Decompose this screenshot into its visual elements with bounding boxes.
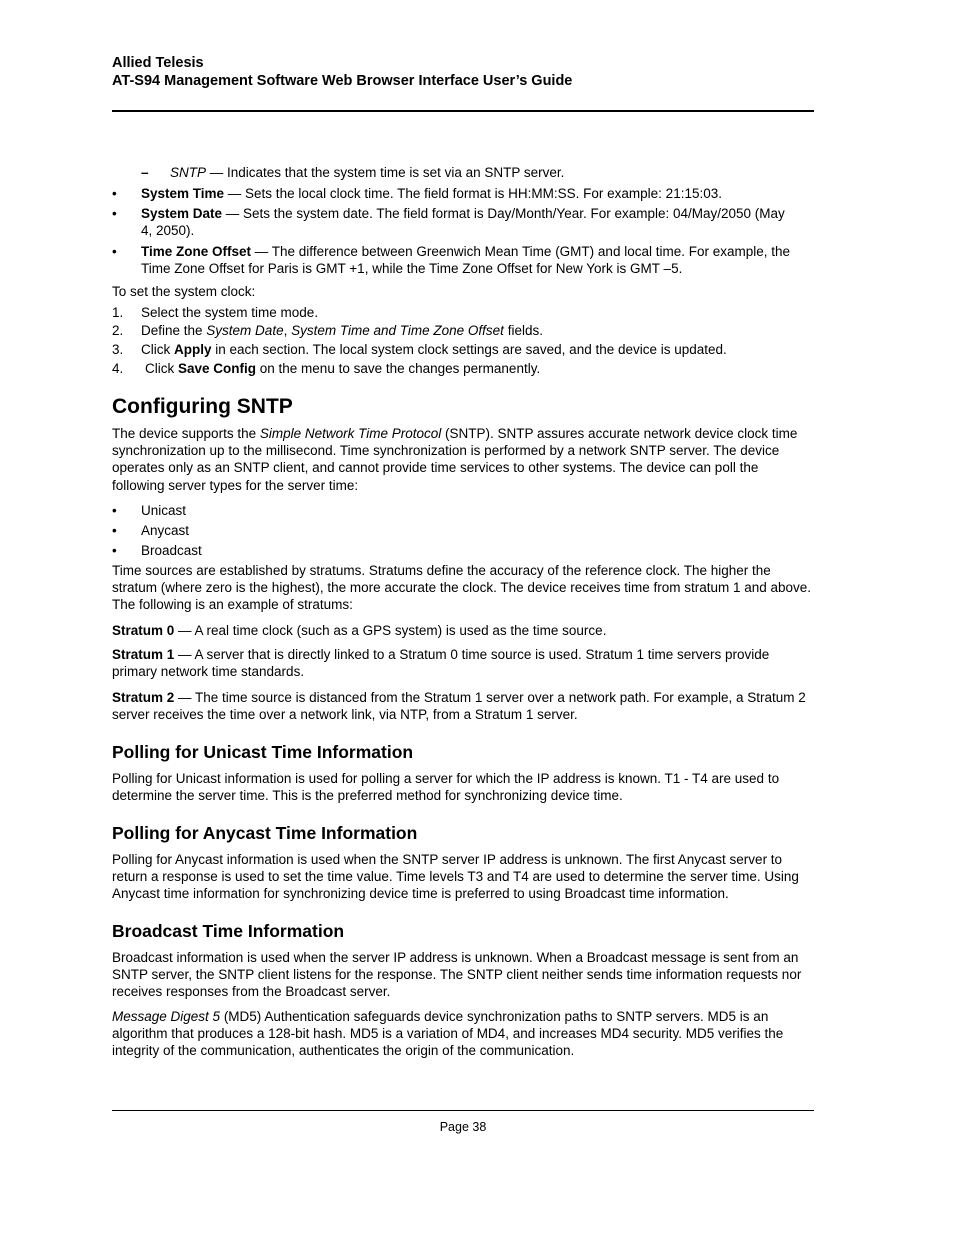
step-number: 1. <box>112 305 124 320</box>
time-zone-offset-item: Time Zone Offset — The difference between Greenwich Mean Time (GMT) and local time. For example, the Time Zone Offset for Paris is GMT +1, while the Time Zone Offset for New York is GMT –5. <box>141 244 791 277</box>
procedure-step-2: Define the System Date, System Time and Time Zone Offset fields. <box>141 323 543 338</box>
bullet: • <box>112 543 117 558</box>
md5-paragraph: Message Digest 5 (MD5) Authentication safeguards device synchronization paths to SNTP servers. MD5 is an algorithm that produces a 128-bit hash. MD5 is a variation of MD4, and increases MD4 security. MD5 verifies the integrity of the communication, authenticates the origin of the communication. <box>112 1009 784 1059</box>
footer-rule <box>112 1110 814 1111</box>
step-number: 2. <box>112 323 124 338</box>
step-number: 4. <box>112 361 124 376</box>
procedure-step-4: Click Save Config on the menu to save the changes permanently. <box>145 361 541 376</box>
stratum-1-paragraph: Stratum 1 — A server that is directly linked to a Stratum 0 time source is used. Stratum 1 time servers provide primary network time standards. <box>112 647 770 680</box>
sntp-intro-paragraph: The device supports the Simple Network Time Protocol (SNTP). SNTP assures accurate network device clock time synchronization up to the millisecond. Time synchronization is performed by a network SNTP server. The device operates only as an SNTP client, and cannot provide time services to other systems. The device can poll the following server types for the server time: <box>112 426 798 493</box>
bullet: • <box>112 244 117 259</box>
section-heading-broadcast: Broadcast Time Information <box>112 921 345 941</box>
dash-marker: – <box>141 165 149 180</box>
company-name: Allied Telesis <box>112 55 204 71</box>
procedure-intro: To set the system clock: <box>112 284 256 299</box>
bullet: • <box>112 186 117 201</box>
step-number: 3. <box>112 342 124 357</box>
page-number: Page 38 <box>439 1120 487 1134</box>
stratum-intro-paragraph: Time sources are established by stratums. Stratums define the accuracy of the reference clock. The higher the stratum (where zero is the highest), the more accurate the clock. The device receives time from stratum 1 and above. The following is an example of stratums: <box>112 563 812 613</box>
procedure-step-1: Select the system time mode. <box>141 305 319 320</box>
stratum-2-paragraph: Stratum 2 — The time source is distanced from the Stratum 1 server over a network path. For example, a Stratum 2 server receives the time over a network link, via NTP, from a Stratum 1 server. <box>112 690 806 723</box>
system-time-item: System Time — Sets the local clock time. The field format is HH:MM:SS. For example: 21:15:03. <box>141 186 722 201</box>
bullet: • <box>112 503 117 518</box>
unicast-paragraph: Polling for Unicast information is used for polling a server for which the IP address is known. T1 - T4 are used to determine the server time. This is the preferred method for synchronizing device time. <box>112 771 780 804</box>
bullet: • <box>112 523 117 538</box>
broadcast-paragraph: Broadcast information is used when the server IP address is unknown. When a Broadcast message is sent from an SNTP server, the SNTP client listens for the response. The SNTP client neither sends time information requests nor receives responses from the Broadcast server. <box>112 950 802 1000</box>
stratum-0-paragraph: Stratum 0 — A real time clock (such as a GPS system) is used as the time source. <box>112 623 607 638</box>
header-rule <box>112 110 814 112</box>
section-heading-unicast: Polling for Unicast Time Information <box>112 742 414 762</box>
sntp-option-item: SNTP — Indicates that the system time is set via an SNTP server. <box>170 165 565 180</box>
section-heading-configuring-sntp: Configuring SNTP <box>112 395 293 418</box>
guide-title: AT-S94 Management Software Web Browser Interface User’s Guide <box>112 73 573 89</box>
section-heading-anycast: Polling for Anycast Time Information <box>112 823 418 843</box>
system-date-item: System Date — Sets the system date. The field format is Day/Month/Year. For example: 04/May/2050 (May 4, 2050). <box>141 206 785 239</box>
server-type-broadcast: Broadcast <box>141 543 202 558</box>
anycast-paragraph: Polling for Anycast information is used when the SNTP server IP address is unknown. The first Anycast server to return a response is used to set the time value. Time levels T3 and T4 are used to determine the server time. Using Anycast time information for synchronizing device time is preferred to using Broadcast time information. <box>112 852 799 902</box>
server-type-unicast: Unicast <box>141 503 187 518</box>
bullet: • <box>112 206 117 221</box>
server-type-anycast: Anycast <box>141 523 190 538</box>
procedure-step-3: Click Apply in each section. The local system clock settings are saved, and the device is updated. <box>141 342 727 357</box>
